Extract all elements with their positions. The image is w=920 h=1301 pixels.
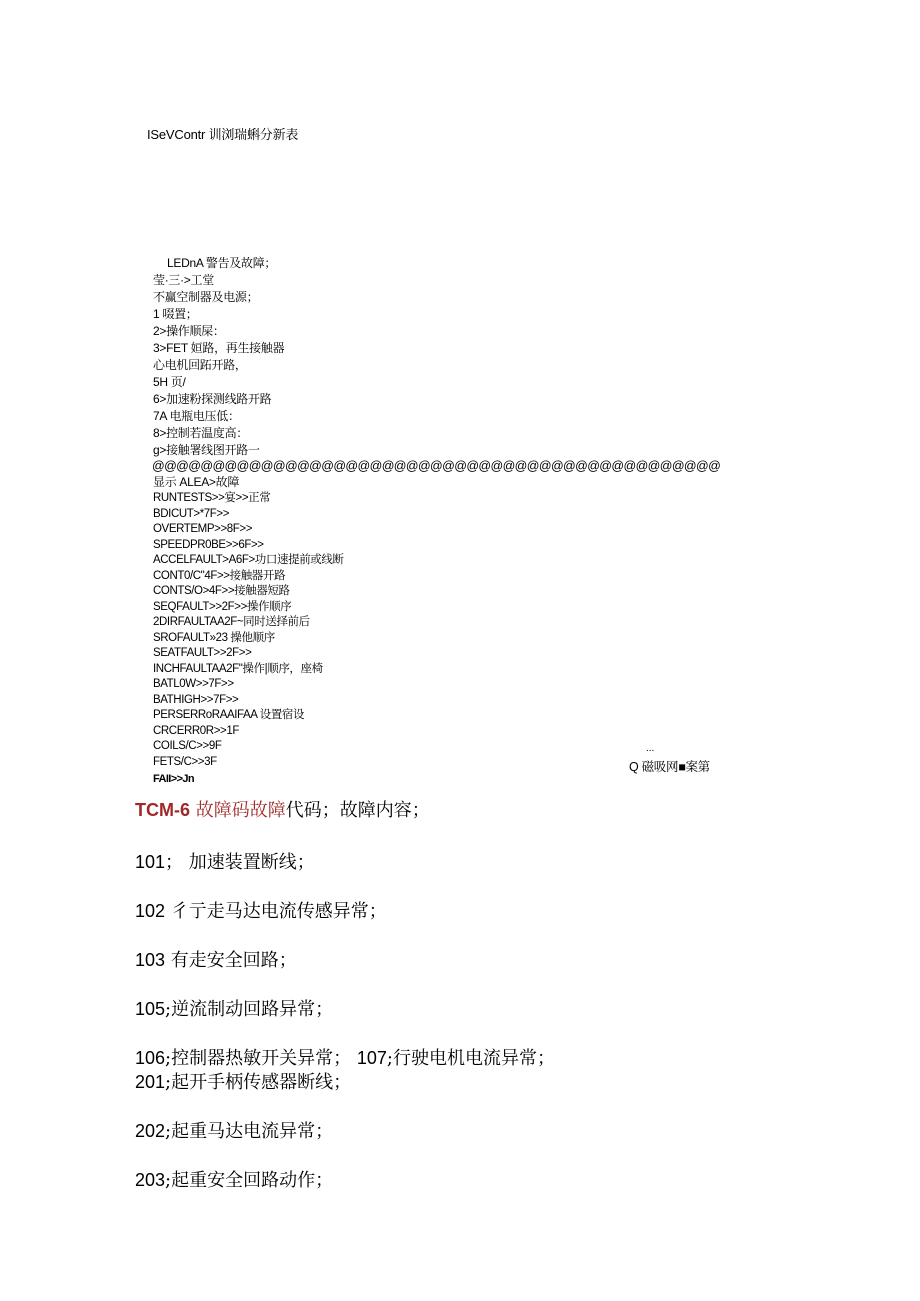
led-line: 8>控制若温度高： bbox=[153, 426, 248, 440]
led-line: 心电机回跖开路， bbox=[153, 358, 247, 372]
fault-line: FETS/C>>3F bbox=[153, 755, 217, 768]
fault-code-entry bbox=[135, 946, 297, 972]
separator-at-line: @@@@@@@@@@@@@@@@@@@@@@@@@@@@@@@@@@@@@@@@@@@@@@@ bbox=[152, 459, 721, 473]
code-description: ;起重马达电流异常； bbox=[165, 1121, 334, 1142]
code-number: 203 bbox=[135, 1170, 166, 1190]
fault-line: BATHIGH>>7F>> bbox=[153, 693, 239, 706]
code-number: 101 bbox=[135, 852, 166, 872]
code-description: ;控制器热敏开关异常； bbox=[165, 1048, 352, 1069]
led-line: 莹·三·>工堂 bbox=[153, 273, 214, 287]
led-warning-heading: LEDnA 警告及故障； bbox=[167, 256, 277, 270]
code-number: 102 bbox=[135, 901, 166, 921]
fault-code-entry bbox=[135, 1068, 351, 1094]
code-description: ;逆流制动回路异常； bbox=[165, 999, 334, 1020]
fault-code-list bbox=[153, 491, 344, 770]
code-description: ;行驶电机电流异常； bbox=[386, 1048, 555, 1069]
code-description: ;起开手柄传感器断线； bbox=[165, 1072, 352, 1093]
fault-line: RUNTESTS>>宴>>正常 bbox=[153, 492, 271, 504]
led-line: g>接触署线图开路一 bbox=[153, 443, 260, 457]
led-line: 不赢空制器及电源； bbox=[153, 290, 259, 304]
fault-line: PERSERRoRAAIFAA 设置宿设 bbox=[153, 709, 305, 721]
code-description: 彳亍走马达电流传感异常； bbox=[165, 901, 387, 922]
display-heading: 显示 ALEA>故障 bbox=[153, 475, 240, 489]
code-number: 107 bbox=[356, 1048, 387, 1068]
led-line: 3>FET 姮路，再生接触器 bbox=[153, 341, 285, 355]
fault-code-entry bbox=[135, 1166, 333, 1192]
led-line: 1 啜置； bbox=[153, 307, 198, 321]
fault-line: CONT0/C"4F>>接触器开路 bbox=[153, 569, 286, 582]
fault-line: BATL0W>>7F>> bbox=[153, 678, 234, 690]
led-line: 5H 页/ bbox=[153, 375, 186, 389]
fault-line: 2DIRFAULTAA2F~同时送择前后 bbox=[153, 616, 310, 628]
code-description: 有走安全回路； bbox=[165, 950, 297, 971]
tcm-red-label: 故障码故障 bbox=[195, 800, 286, 821]
ellipsis-mark: ... bbox=[646, 743, 655, 754]
led-code-list bbox=[153, 272, 284, 459]
tcm-heading bbox=[135, 796, 430, 822]
figure-caption: Q 磁吸网■案第 bbox=[629, 760, 710, 774]
code-number: 201 bbox=[135, 1072, 166, 1092]
fail-line: FAII>>Jn bbox=[153, 773, 195, 785]
fault-code-entry bbox=[135, 897, 387, 923]
code-number: 103 bbox=[135, 950, 166, 970]
code-number: 202 bbox=[135, 1121, 166, 1141]
document-title: ISeVContr 训浏瑞蝌分新表 bbox=[147, 127, 299, 142]
led-line: 2>操作顺屎： bbox=[153, 324, 225, 338]
fault-code-entry bbox=[135, 848, 315, 874]
fault-line: ACCELFAULT>A6F>功口速提前或线断 bbox=[153, 554, 344, 566]
tcm-heading-rest: 代码；故障内容； bbox=[285, 800, 430, 821]
fault-line: CONTS/O>4F>>接触器短路 bbox=[153, 585, 290, 597]
code-description: ； 加速装置断线； bbox=[165, 852, 315, 873]
led-line: 6>加速粉探测线路开路 bbox=[153, 392, 272, 406]
fault-code-entry bbox=[135, 1117, 333, 1143]
fault-line: COILS/C>>9F bbox=[153, 740, 222, 752]
tcm-model: TCM-6 bbox=[135, 800, 190, 820]
fault-line: INCHFAULTAA2F"操作|顺序，座椅 bbox=[153, 662, 323, 675]
fault-line: SPEEDPR0BE>>6F>> bbox=[153, 538, 264, 551]
fault-line: CRCERR0R>>1F bbox=[153, 724, 239, 737]
fault-line: SEATFAULT>>2F>> bbox=[153, 647, 252, 659]
fault-line: SROFAULT»23 操他顺序 bbox=[153, 631, 275, 644]
fault-code-entry bbox=[135, 1044, 555, 1070]
code-description: ;起重安全回路动作； bbox=[165, 1170, 334, 1191]
fault-code-entry bbox=[135, 995, 333, 1021]
code-number: 105 bbox=[135, 999, 166, 1019]
fault-line: SEQFAULT>>2F>>操作顺序 bbox=[153, 600, 292, 613]
code-number: 106 bbox=[135, 1048, 166, 1068]
led-line: 7A 电瓶电压低： bbox=[153, 409, 240, 423]
fault-line: BDICUT>*7F>> bbox=[153, 507, 230, 520]
fault-line: OVERTEMP>>8F>> bbox=[153, 523, 253, 535]
